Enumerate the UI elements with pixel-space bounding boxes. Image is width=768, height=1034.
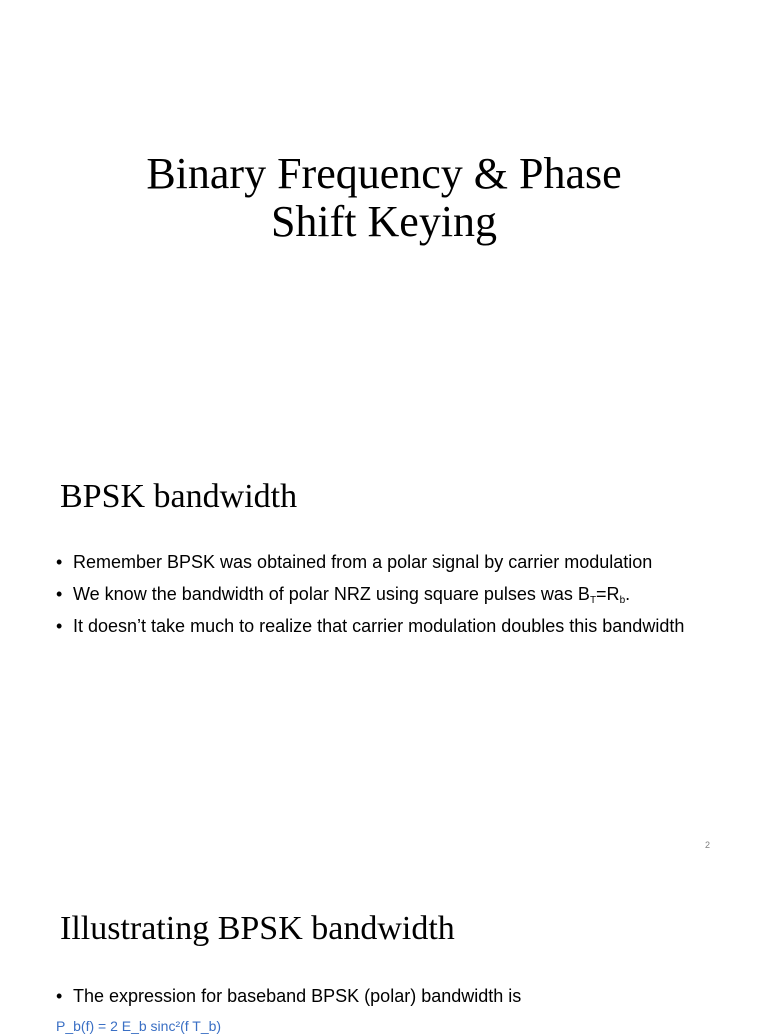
bullet-list xyxy=(56,984,726,1016)
bpsk-bandwidth-slide xyxy=(0,432,768,864)
slide-heading: Illustrating BPSK bandwidth xyxy=(60,910,455,947)
list-item xyxy=(56,614,726,638)
bullet-text: We know the bandwidth of polar NRZ using square pulses was B xyxy=(73,584,590,604)
bullet-text: It doesn’t take much to realize that carrier modulation doubles this bandwidth xyxy=(73,616,685,636)
illustrating-bpsk-slide xyxy=(0,864,768,1034)
bullet-text-period: . xyxy=(625,584,631,604)
bullet-text: The expression for baseband BPSK (polar) bandwidth is xyxy=(73,986,522,1006)
bullet-text: Remember BPSK was obtained from a polar signal by carrier modulation xyxy=(73,552,653,572)
slide-heading: BPSK bandwidth xyxy=(60,478,298,515)
bullet-icon: • xyxy=(56,616,63,636)
subscript-t: T xyxy=(589,595,597,606)
title-line-2: Shift Keying xyxy=(270,197,498,246)
subscript-b: b xyxy=(619,595,626,606)
presentation-title xyxy=(0,150,768,246)
page-number: 2 xyxy=(704,840,710,850)
bullet-icon: • xyxy=(56,986,63,1006)
bullet-icon: • xyxy=(56,584,63,604)
list-item xyxy=(56,550,726,574)
bullet-icon: • xyxy=(56,552,63,572)
list-item xyxy=(56,984,726,1008)
title-slide xyxy=(0,0,768,432)
list-item xyxy=(56,582,726,606)
bullet-text-equals: =R xyxy=(596,584,620,604)
title-line-1: Binary Frequency & Phase xyxy=(146,149,622,198)
bullet-list xyxy=(56,550,726,646)
cut-off-equation: P_b(f) = 2 E_b sinc²(f T_b) xyxy=(56,1018,222,1034)
